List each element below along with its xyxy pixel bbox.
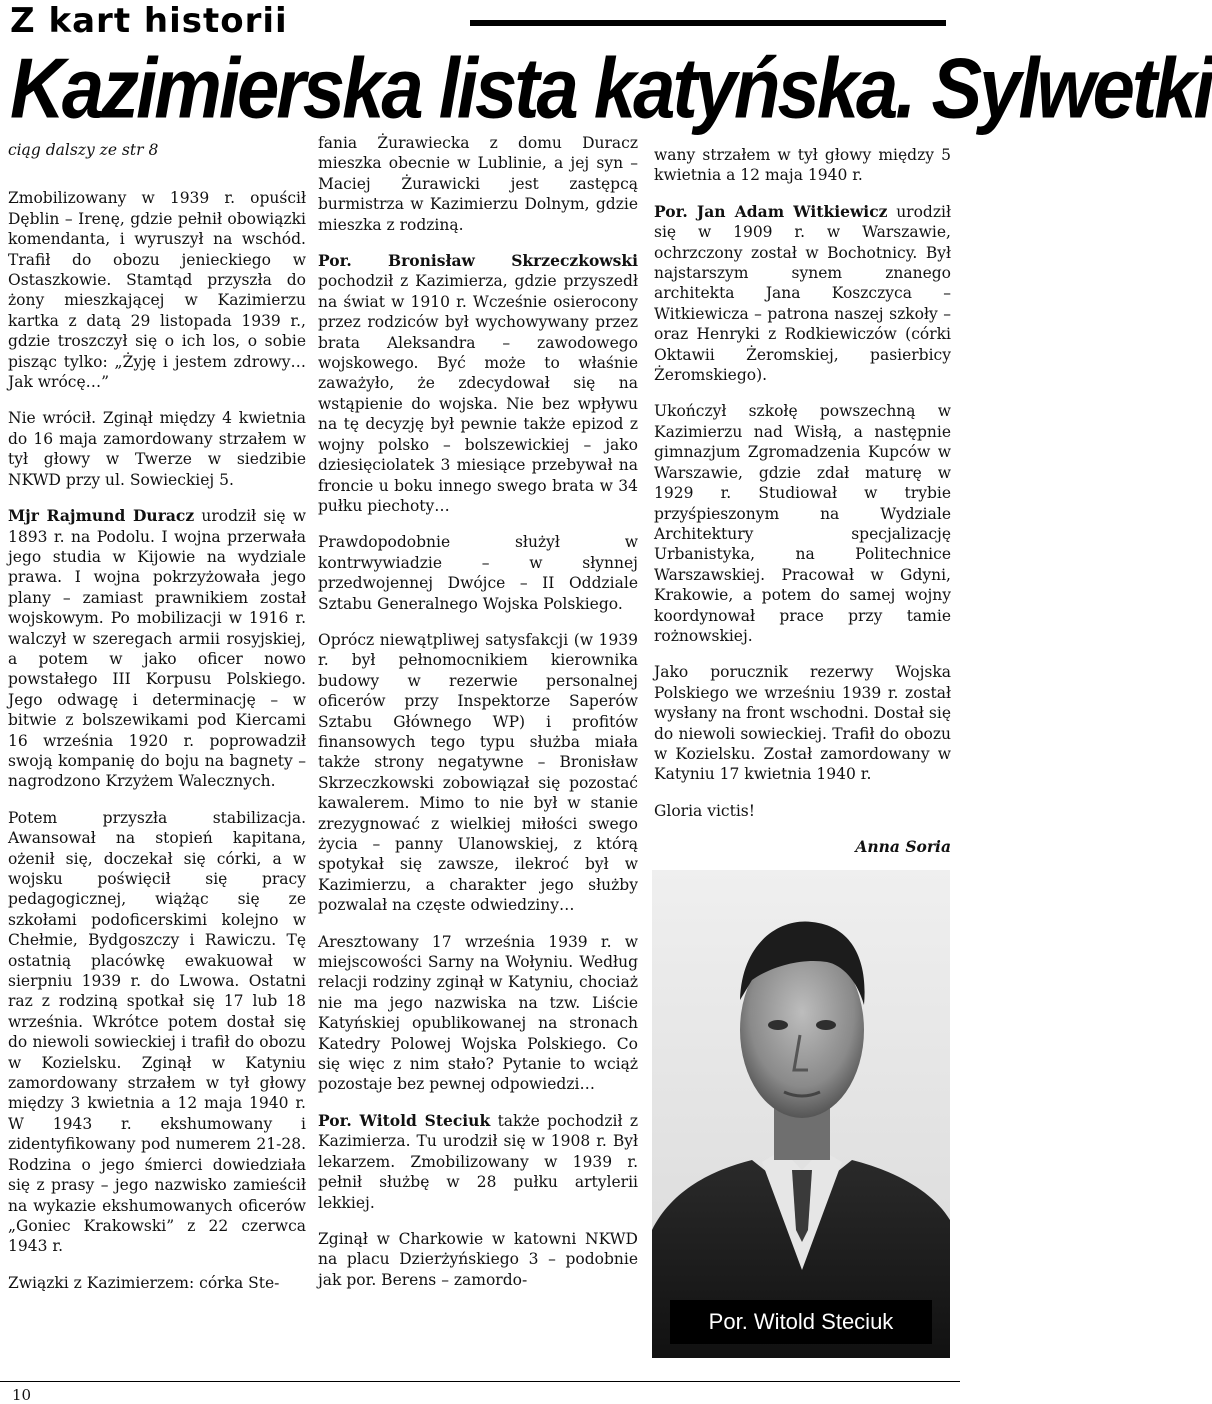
portrait-photo (652, 870, 950, 1358)
paragraph-text: urodził się w 1893 r. na Podolu. I wojna przerwała jego studia w Kijowie na wydziale prawa. I wojna pokrzyżowała jego plany – zamiast prawnikiem został wojskowym. Po mobilizacji w 1916 r. walczył w szeregach armii rosyjskiej, a potem w jako oficer nowo powstałego III Korpusu Polskiego. Jego odwagę i determinację – w bitwie z bolszewikami pod Kiercami 16 września 1920 r. poprowadził swoją kompanię do boju na bagnety – nagrodzono Krzyżem Walecznych. (8, 507, 306, 791)
paragraph: Związki z Kazimierzem: córka Ste- (8, 1273, 280, 1292)
paragraph: Zginął w Charkowie w katowni NKWD na placu Dzierżyńskiego 3 – podobnie jak por. Berens – zamordo- (318, 1229, 638, 1289)
paragraph: Zmobilizowany w 1939 r. opuścił Dęblin – Irenę, gdzie pełnił obowiązki komendanta, i wyruszył na wschód. Trafił do obozu jenieckiego w Ostaszkowie. Stamtąd przyszła do żony mieszkającej w Kazimierzu kartka z datą 29 listopada 1939 r., gdzie troszczył się o ich los, o sobie pisząc tylko: „Żyję i jestem zdrowy… Jak wrócę…” (8, 189, 306, 392)
person-name: Mjr Rajmund Duracz (8, 506, 195, 526)
paragraph-text: urodził się w 1909 r. w Warszawie, ochrzczony został w Bochotnicy. Był najstarszym synem znanego architekta Jana Koszczyca – Witkiewicza – patrona naszej szkoły – oraz Henryki z Rodkiewiczów (córki Oktawii Żeromskiej, pasierbicy Żeromskiego). (654, 202, 951, 385)
person-name: Por. Bronisław Skrzeczkowski (318, 251, 638, 271)
paragraph: Jako porucznik rezerwy Wojska Polskiego we wrześniu 1939 r. został wysłany na front wschodni. Dostał się do niewoli sowieckiej. Trafił do obozu w Kozielsku. Został zamordowany w Katyniu 17 kwietnia 1940 r. (654, 663, 951, 784)
paragraph-text: pochodził z Kazimierza, gdzie przyszedł na świat w 1910 r. Wcześnie osierocony przez rodziców był wychowywany przez brata Aleksandra – zawodowego wojskowego. Być może to właśnie zaważyło, że zdecydował się na wstąpienie do wojska. Nie bez wpływu na tę decyzję był pewnie także epizod z wojny polsko – bolszewickiej – jako dziesięciolatek 3 miesiące przebywał na froncie u boku innego swego brata w 34 pułku piechoty… (318, 272, 638, 515)
kicker-rule (470, 20, 946, 26)
paragraph (318, 251, 638, 516)
paragraph: fania Żurawiecka z domu Duracz mieszka obecnie w Lublinie, a jej syn – Maciej Żurawicki jest zastępcą burmistrza w Kazimierzu Dolnym, gdzie mieszka z rodziną. (318, 134, 638, 234)
continuation-note: ciąg dalszy ze str 8 (8, 141, 159, 159)
article-column-3 (654, 145, 951, 874)
page-title: Kazimierska lista katyńska. Sylwetki (10, 41, 1212, 137)
portrait-illustration (652, 870, 950, 1358)
paragraph (654, 202, 951, 386)
paragraph: Ukończył szkołę powszechną w Kazimierzu nad Wisłą, a następnie gimnazjum Zgromadzenia Kupców w Warszawie, gdzie zdał maturę w 1929 r. Studiował w trybie przyśpieszonym na Wydziale Architektury specjalizację Urbanistyka, na Politechnice Warszawskiej. Pracował w Gdyni, Krakowie, a potem do samej wojny koordynował prace przy tamie rożnowskiej. (654, 402, 951, 645)
paragraph-text: także pochodził z Kazimierza. Tu urodził się w 1908 r. Był lekarzem. Zmobilizowany w 1939 r. pełnił służbę w 28 pułku artylerii lekkiej. (318, 1111, 639, 1212)
author-signature: Anna Soria (855, 837, 951, 857)
paragraph: Potem przyszła stabilizacja. Awansował na stopień kapitana, ożenił się, doczekał się córki, a w wojsku poświęcił się pracy pedagogicznej, wiążąc się ze szkołami podoficerskimi kolejno w Chełmie, Bydgoszczy i Rawiczu. Tę ostatnią placówkę ewakuował w sierpniu 1939 r. do Lwowa. Ostatni raz z rodziną spotkał się 17 lub 18 września. Wkrótce potem dostał się do niewoli sowieckiej i trafił do obozu w Kozielsku. Zginął w Katyniu zamordowany strzałem w tył głowy między 3 kwietnia a 12 maja 1940 r. W 1943 r. ekshumowany i zidentyfikowany pod numerem 21-28. Rodzina o jego śmierci dowiedziała się z prasy – jego nazwisko zamieścił na wykazie ekshumowanych oficerów „Goniec Krakowski” z 22 czerwca 1943 r. (8, 808, 306, 1256)
article-column-1 (8, 140, 306, 1309)
person-name: Por. Jan Adam Witkiewicz (654, 201, 888, 221)
section-kicker: Z kart historii (10, 1, 288, 41)
page-number: 10 (12, 1386, 32, 1404)
paragraph: Aresztowany 17 września 1939 r. w miejscowości Sarny na Wołyniu. Według relacji rodziny zginął w Katyniu, chociaż nie ma jego nazwiska na tzw. Liście Katyńskiej opublikowanej na stronach Katedry Polowej Wojska Polskiego. Co się więc z nim stało? Pytanie to wciąż pozostaje bez pewnej odpowiedzi… (318, 932, 638, 1094)
paragraph: wany strzałem w tył głowy między 5 kwietnia a 12 maja 1940 r. (654, 146, 951, 185)
closing-line: Gloria victis! (654, 801, 755, 820)
person-name: Por. Witold Steciuk (318, 1110, 491, 1130)
paragraph: Prawdopodobnie służył w kontrwywiadzie – w słynnej przedwojennej Dwójce – II Oddziale Sztabu Generalnego Wojska Polskiego. (318, 533, 638, 613)
photo-caption: Por. Witold Steciuk (670, 1300, 932, 1344)
paragraph: Oprócz niewątpliwej satysfakcji (w 1939 r. był pełnomocnikiem kierownika budowy w rezerwie personalnej oficerów przy Inspektorze Saperów Sztabu Głównego WP) i profitów finansowych tego typu służba miała także strony negatywne – Bronisław Skrzeczkowski zobowiązał się pozostać kawalerem. Mimo to nie był w stanie zrezygnować z wielkiej miłości swego życia – panny Ulanowskiej, z którą spotykał się zawsze, ilekroć był w Kazimierzu, a charakter jego służby pozwalał na częste odwiedziny… (318, 630, 638, 915)
footer-rule (0, 1381, 960, 1382)
article-column-2 (318, 133, 638, 1306)
paragraph: Nie wrócił. Zginął między 4 kwietnia do 16 maja zamordowany strzałem w tył głowy w Twerze w siedzibie NKWD przy ul. Sowieckiej 5. (8, 409, 306, 489)
paragraph (318, 1111, 638, 1213)
paragraph (8, 506, 306, 792)
